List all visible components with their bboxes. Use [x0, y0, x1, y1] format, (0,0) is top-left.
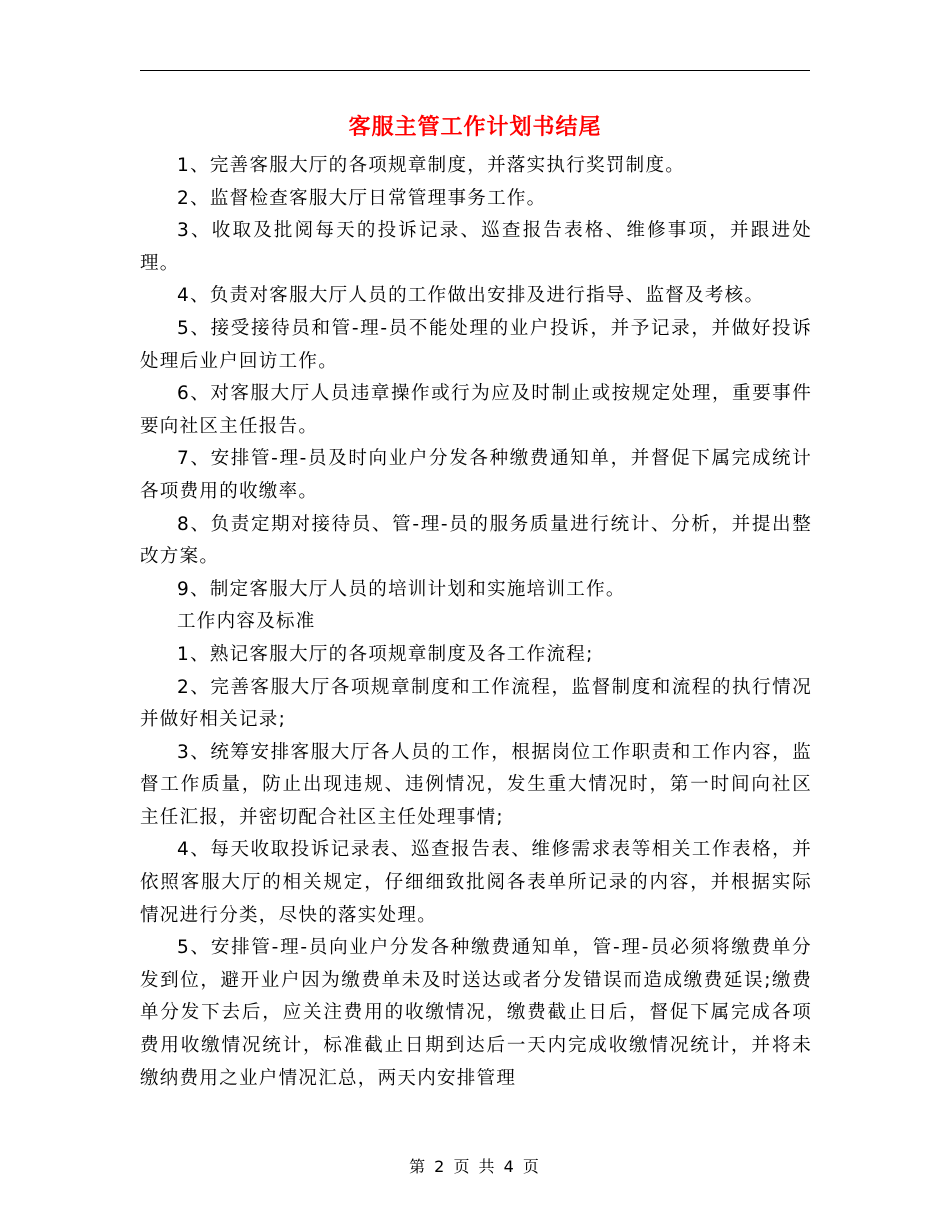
section-heading: 工作内容及标准	[177, 611, 316, 633]
header-rule	[140, 70, 810, 71]
paragraph: 6、对客服大厅人员违章操作或行为应及时制止或按规定处理，重要事件要向社区主任报告。	[140, 383, 812, 437]
paragraph: 2、完善客服大厅各项规章制度和工作流程，监督制度和流程的执行情况并做好相关记录;	[140, 676, 812, 731]
paragraph: 7、安排管-理-员及时向业户分发各种缴费通知单，并督促下属完成统计各项费用的收缴率。	[140, 448, 812, 502]
paragraph: 3、统筹安排客服大厅各人员的工作，根据岗位工作职责和工作内容，监督工作质量，防止出现违规、违例情况，发生重大情况时，第一时间向社区主任汇报，并密切配合社区主任处理事情;	[140, 741, 812, 828]
document-body	[140, 150, 812, 1095]
paragraph: 2、监督检查客服大厅日常管理事务工作。	[177, 187, 547, 209]
paragraph: 4、每天收取投诉记录表、巡查报告表、维修需求表等相关工作表格，并依照客服大厅的相关规定，仔细细致批阅各表单所记录的内容，并根据实际情况进行分类，尽快的落实处理。	[140, 839, 812, 926]
paragraph: 5、安排管-理-员向业户分发各种缴费通知单，管-理-员必须将缴费单分发到位，避开业户因为缴费单未及时送达或者分发错误而造成缴费延误;缴费单分发下去后，应关注费用的收缴情况，缴费截止日后，督促下属完成各项费用收缴情况统计，标准截止日期到达后一天内完成收缴情况统计，并将未缴纳费用之业户情况汇总，两天内安排管理	[140, 937, 812, 1089]
paragraph: 8、负责定期对接待员、管-理-员的服务质量进行统计、分析，并提出整改方案。	[140, 513, 812, 568]
paragraph: 5、接受接待员和管-理-员不能处理的业户投诉，并予记录，并做好投诉处理后业户回访工作。	[140, 317, 812, 372]
paragraph: 1、熟记客服大厅的各项规章制度及各工作流程;	[177, 643, 594, 665]
document-title: 客服主管工作计划书结尾	[348, 114, 602, 140]
paragraph: 1、完善客服大厅的各项规章制度，并落实执行奖罚制度。	[177, 155, 686, 176]
paragraph: 4、负责对客服大厅人员的工作做出安排及进行指导、监督及考核。	[177, 285, 765, 307]
paragraph: 3、收取及批阅每天的投诉记录、巡查报告表格、维修事项，并跟进处理。	[140, 220, 812, 274]
page-footer: 第 2 页 共 4 页	[409, 1157, 541, 1176]
paragraph: 9、制定客服大厅人员的培训计划和实施培训工作。	[177, 578, 626, 600]
